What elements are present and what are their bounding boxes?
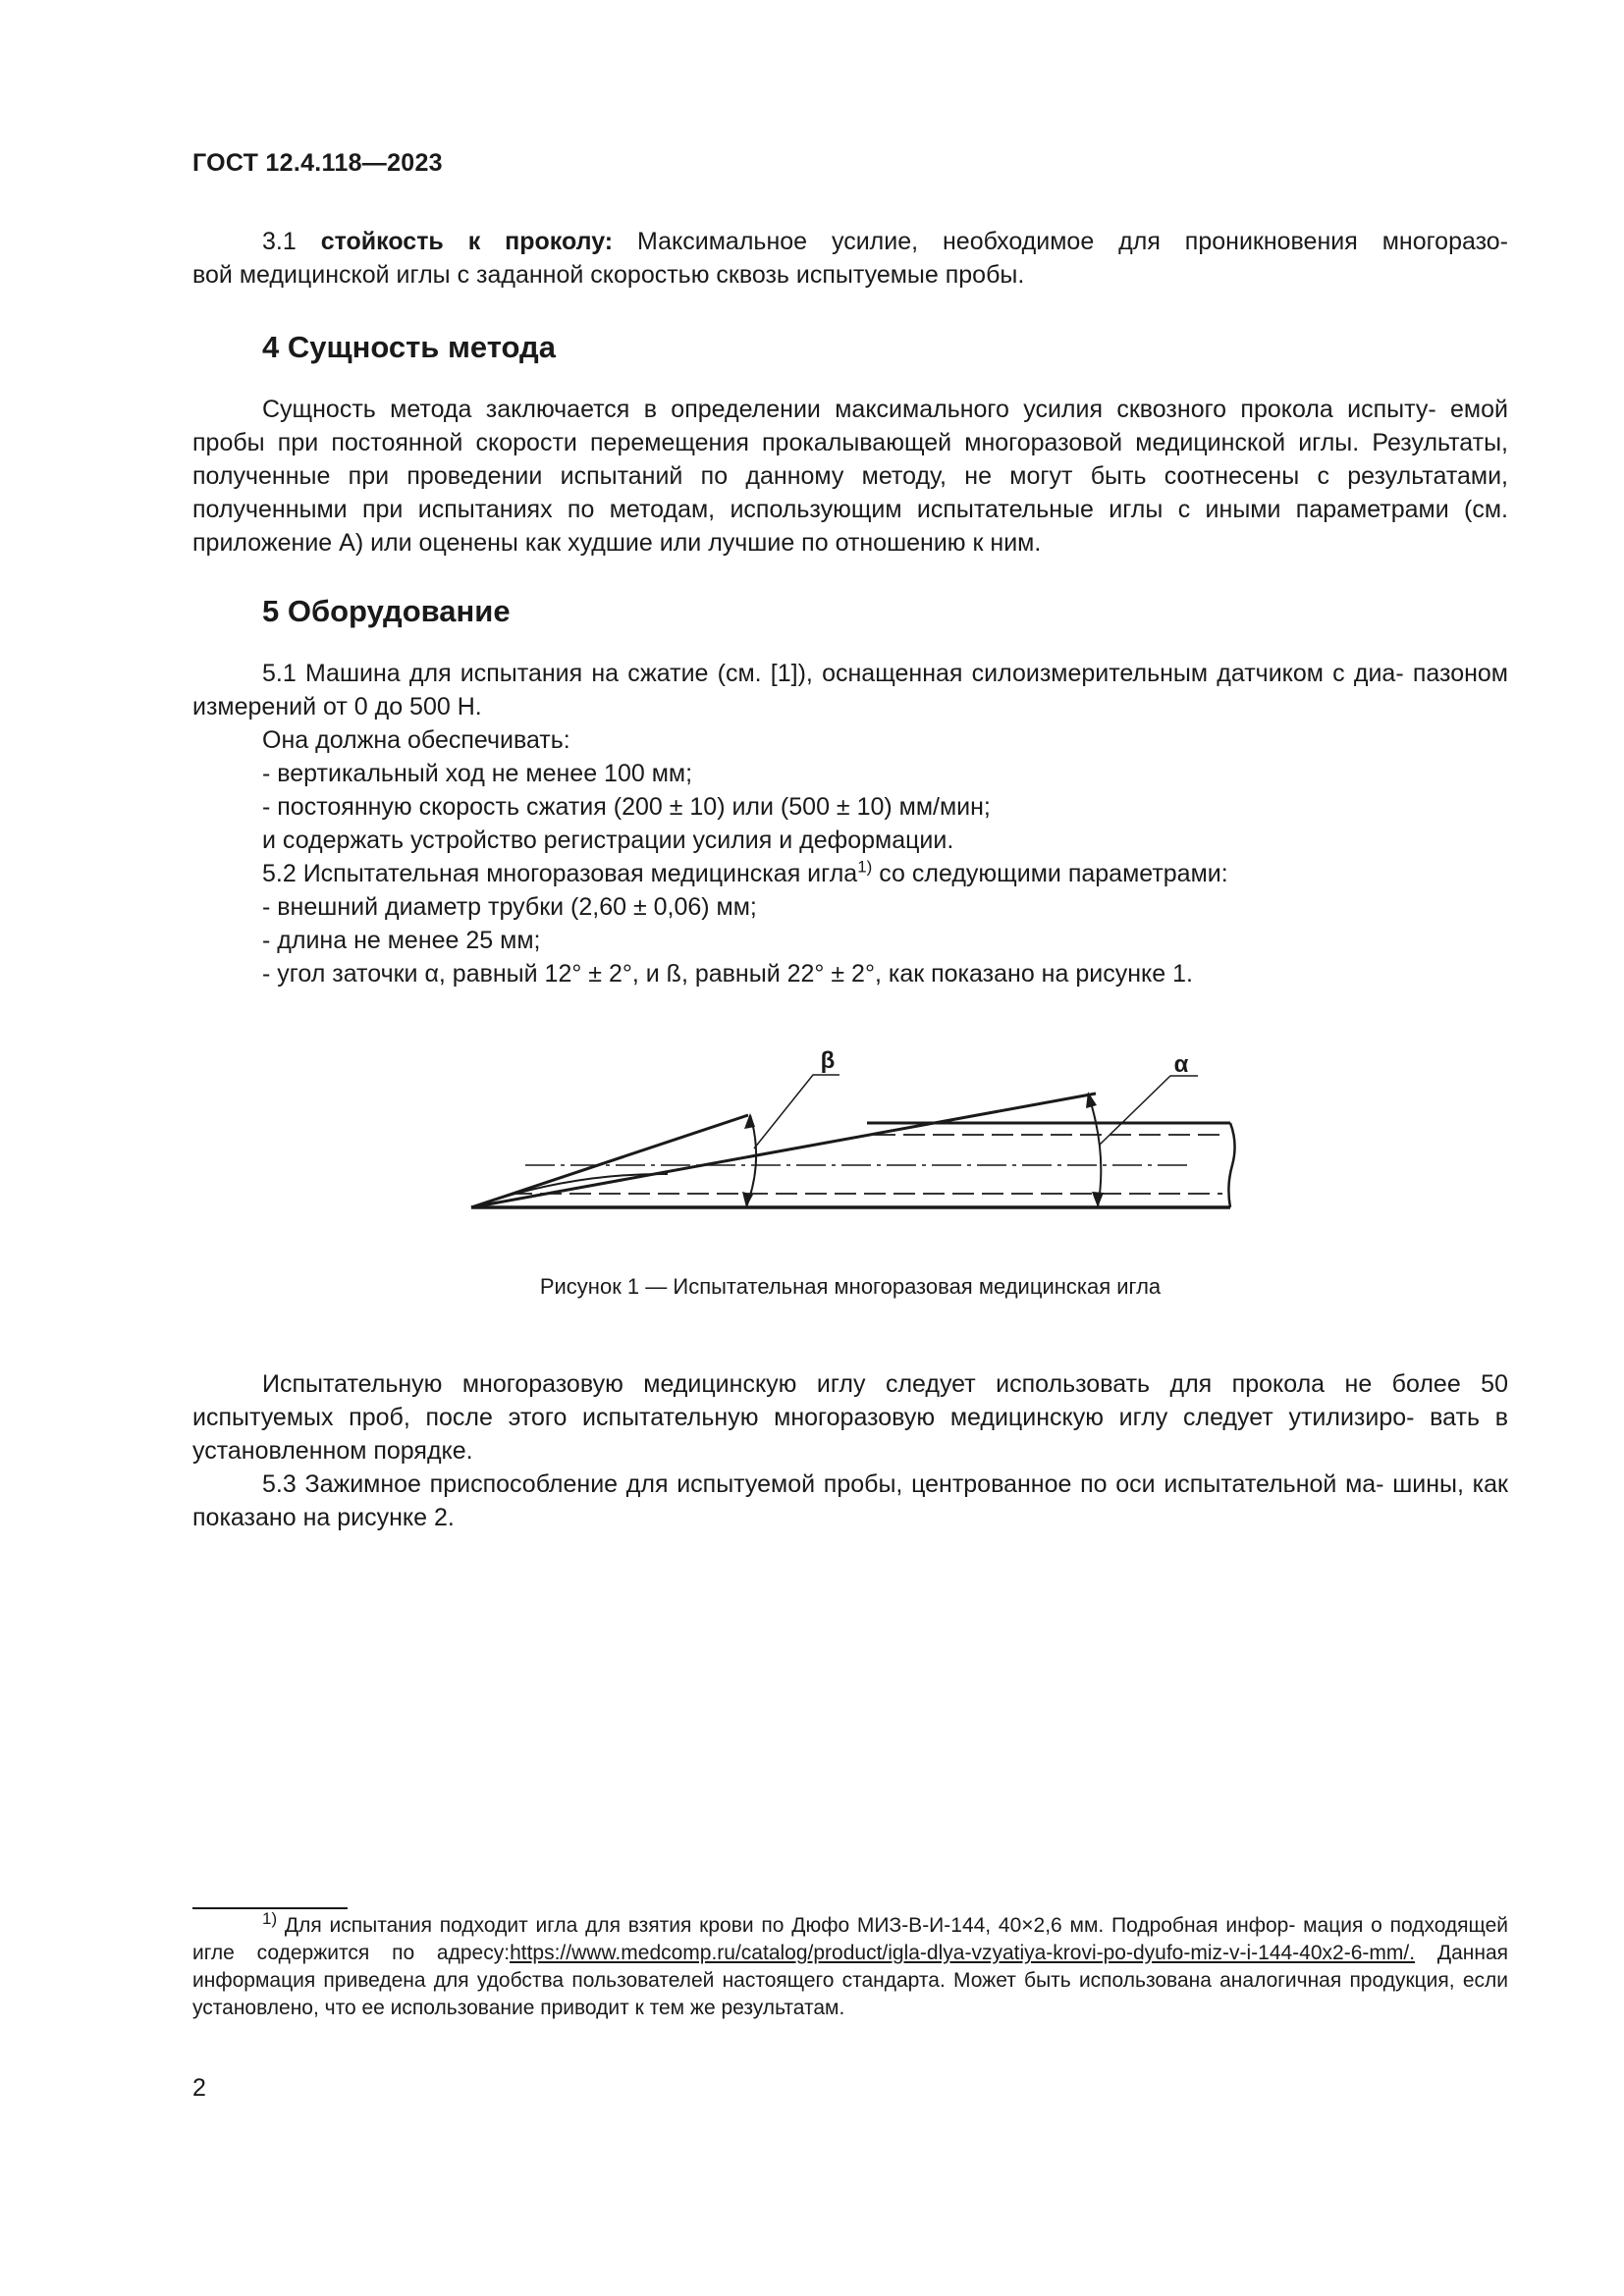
section-4-body [192,393,1508,560]
page-number: 2 [192,2074,206,2102]
para-5-1: 5.1 Машина для испытания на сжатие (см. [1]), оснащенная силоизмерительным датчиком с диа- пазоном измерений от 0 до 500 Н. [192,660,1508,721]
label-beta: β [820,1047,836,1074]
alpha-angle-arc [1088,1094,1101,1207]
list-item: - внешний диаметр трубки (2,60 ± 0,06) мм; [262,893,757,921]
list-item: - длина не менее 25 мм; [262,927,541,954]
footnote [192,1909,1509,2022]
section-4-text: Сущность метода заключается в определении максимального усилия сквозного прокола испыту- емой пробы при постоянной скорости перемещения прокалывающей многоразовой медицинской иглы. Результаты, полученные при проведении испытаний по данному методу, не могут быть соотнесены с результатами, полученными при испытаниях по методам, использующим испытательные иглы с иными параметрами (см. приложение А) или оценены как худшие или лучшие по отношению к ним. [192,396,1508,557]
footnote-ref: 1) [857,857,873,877]
term-name: стойкость к проколу: [320,228,614,255]
section-3-1 [192,225,1508,292]
list-item: - постоянную скорость сжатия (200 ± 10) или (500 ± 10) мм/мин; [262,793,991,821]
para-5-3: 5.3 Зажимное приспособление для испытуемой пробы, центрованное по оси испытательной ма- шины, как показано на рисунке 2. [192,1470,1508,1531]
figure-caption: Рисунок 1 — Испытательная многоразовая медицинская игла [539,1274,1162,1299]
footnote-marker: 1) [262,1909,278,1928]
needle-usage-paragraph: Испытательную многоразовую медицинскую иглу следует использовать для прокола не более 50 испытуемых проб, после этого испытательную многоразовую медицинскую иглу следует утилизиро- вать в установленном порядке. [192,1370,1508,1465]
footnote-text [192,1909,1509,2022]
para-5-1-c: и содержать устройство регистрации усилия и деформации. [262,827,954,854]
section-5-body [192,657,1508,990]
tube-end-cut [1228,1123,1234,1207]
list-item: - вертикальный ход не менее 100 мм; [262,760,693,787]
list-item: - угол заточки α, равный 12° ± 2°, и ß, равный 22° ± 2°, как показано на рисунке 1. [262,960,1193,988]
alpha-arrow-bottom [1092,1192,1104,1207]
label-alpha: α [1173,1051,1189,1078]
term-paragraph [192,225,1508,258]
para-5-2-start: 5.2 Испытательная многоразовая медицинская игла [262,860,858,887]
section-5-title: 5 Оборудование [262,594,511,628]
beta-leader [754,1075,839,1148]
term-definition-line2: вой медицинской иглы с заданной скоростью сквозь испытуемые пробы. [192,261,1025,289]
section-4-title: 4 Сущность метода [262,330,556,364]
para-5-2 [192,857,1508,890]
para-5-2-end: со следующими параметрами: [872,860,1228,887]
section-5 [192,595,1508,628]
para-5-1-b: Она должна обеспечивать: [262,726,570,754]
footnote-link[interactable]: https://www.medcomp.ru/catalog/product/igla-dlya-vzyatiya-krovi-po-dyufo-miz-v-i-144-40x2-6-mm/. [510,1942,1416,1964]
document-header: ГОСТ 12.4.118—2023 [192,149,443,177]
footnote-text-end: Данная информация приведена для удобства пользователей настоящего стандарта. Может быть использована аналогичная продукция, если установлено, что ее использование приводит к тем же результатам. [192,1942,1509,2019]
term-number: 3.1 [262,228,297,255]
footnote-text-start: Для испытания подходит игла для взятия крови по Дюфо МИЗ-В-И-144, 40×2,6 мм. Подробная инфор- мация о подходящей игле содержится по адресу: [192,1914,1508,1964]
figure-needle-diagram [452,1031,1237,1227]
after-figure-body [192,1367,1508,1534]
section-4 [192,331,1508,364]
term-definition-line1: Максимальное усилие, необходимое для проникновения многоразо- [637,228,1509,255]
